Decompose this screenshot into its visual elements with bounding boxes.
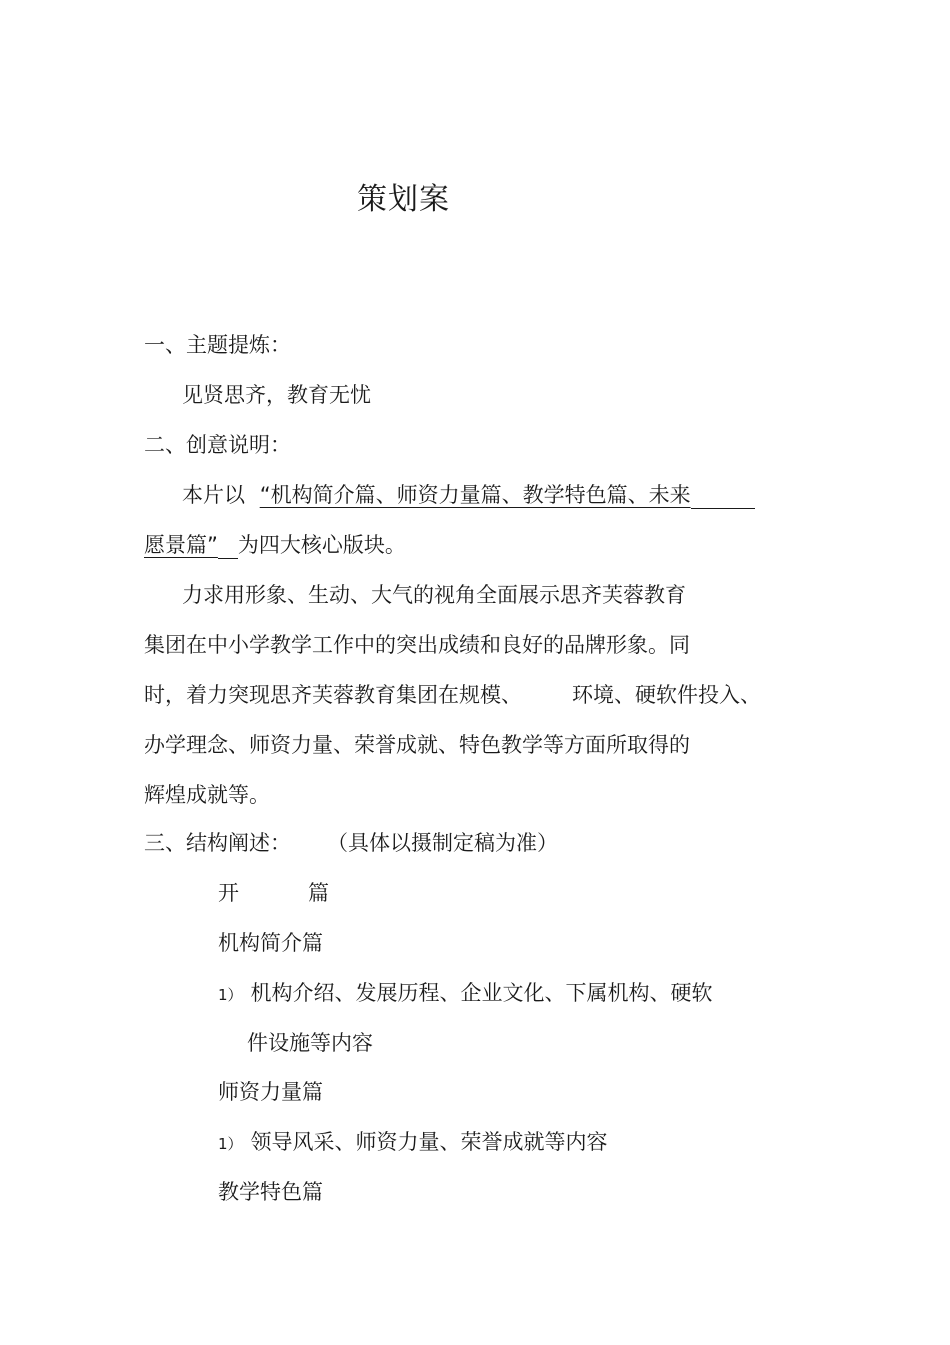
opening-heading [218, 879, 329, 907]
section-3-heading: 三、结构阐述： [144, 831, 291, 855]
paragraph-2-line-3a: 时，着力突现思齐芙蓉教育集团在规模、 [144, 683, 522, 707]
paragraph-1-prefix: 本片以 [182, 483, 245, 507]
part-2-title: 师资力量篇 [218, 1080, 323, 1104]
part-1-title: 机构简介篇 [218, 931, 323, 955]
document-title: 策划案 [357, 182, 450, 217]
underline-tail [691, 486, 755, 509]
theme-text: 见贤思齐，教育无忧 [182, 383, 371, 407]
core-modules-underlined-b: 愿景篇” [144, 533, 218, 557]
core-modules-underlined-a: “机构简介篇、师资力量篇、教学特色篇、未来 [259, 483, 691, 507]
opening-char-b: 篇 [308, 881, 329, 905]
underline-tail-2 [218, 536, 238, 559]
paragraph-2-line-4: 办学理念、师资力量、荣誉成就、特色教学等方面所取得的 [144, 733, 690, 757]
part-1-item-line-1 [218, 979, 713, 1009]
section-3-heading-line [144, 829, 558, 857]
paragraph-1-suffix: 为四大核心版块。 [237, 533, 406, 557]
part-2-item-number: 1） [218, 1135, 243, 1153]
paragraph-1-line-2 [144, 531, 406, 559]
paragraph-2-line-3 [144, 681, 761, 709]
paragraph-2-line-3b: 环境、硬软件投入、 [572, 683, 761, 707]
part-1-item-text: 机构介绍、发展历程、企业文化、下属机构、硬软 [250, 981, 713, 1005]
paragraph-2-line-2: 集团在中小学教学工作中的突出成绩和良好的品牌形象。同 [144, 633, 690, 657]
opening-char-a: 开 [218, 881, 239, 905]
paragraph-1-line-1 [182, 481, 755, 509]
part-2-item-text: 领导风采、师资力量、荣誉成就等内容 [250, 1130, 608, 1154]
paragraph-2-line-1: 力求用形象、生动、大气的视角全面展示思齐芙蓉教育 [182, 583, 686, 607]
part-2-item-line-1 [218, 1128, 608, 1158]
section-2-heading: 二、创意说明： [144, 433, 291, 457]
part-3-title: 教学特色篇 [218, 1180, 323, 1204]
part-1-item-number: 1） [218, 986, 243, 1004]
section-1-heading: 一、主题提炼： [144, 333, 291, 357]
part-1-item-line-2: 件设施等内容 [247, 1031, 373, 1055]
paragraph-2-line-5: 辉煌成就等。 [144, 783, 270, 807]
section-3-note: （具体以摄制定稿为准） [327, 831, 558, 855]
